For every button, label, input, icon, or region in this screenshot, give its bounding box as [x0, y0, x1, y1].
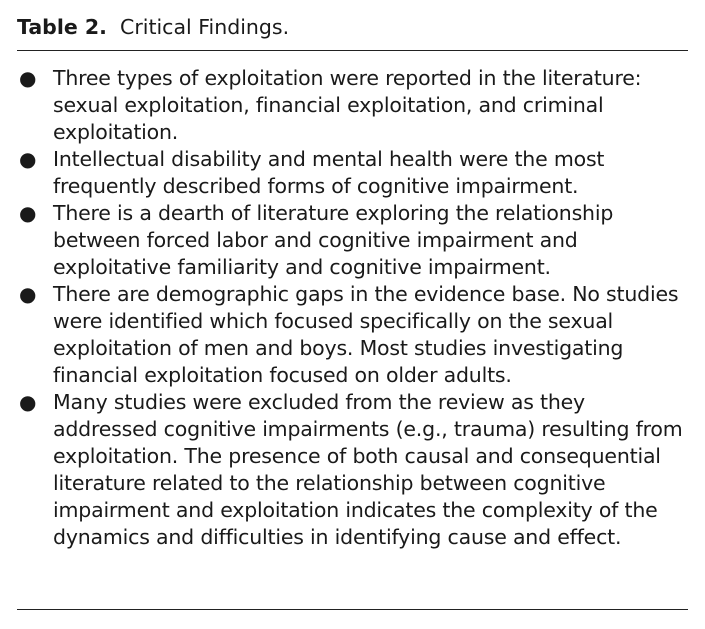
bullet-icon: ●	[19, 66, 37, 90]
finding-line: financial exploitation focused on older adults.	[53, 363, 512, 387]
finding-line: exploitation of men and boys. Most studies investigating	[53, 336, 624, 360]
finding-item	[0, 200, 705, 281]
finding-line: exploitation.	[53, 120, 179, 144]
finding-line: frequently described forms of cognitive impairment.	[53, 174, 579, 198]
table-label: Table 2.	[17, 15, 107, 39]
finding-line: between forced labor and cognitive impairment and	[53, 228, 578, 252]
finding-line: There are demographic gaps in the evidence base. No studies	[53, 282, 679, 306]
bullet-icon: ●	[19, 282, 37, 306]
finding-line: There is a dearth of literature exploring the relationship	[53, 201, 614, 225]
finding-line: literature related to the relationship between cognitive	[53, 471, 606, 495]
bullet-icon: ●	[19, 390, 37, 414]
finding-line: addressed cognitive impairments (e.g., trauma) resulting from	[53, 417, 683, 441]
finding-item	[0, 389, 705, 551]
finding-item	[0, 281, 705, 389]
bullet-icon: ●	[19, 147, 37, 171]
finding-line: exploitative familiarity and cognitive impairment.	[53, 255, 551, 279]
finding-line: sexual exploitation, financial exploitation, and criminal	[53, 93, 604, 117]
finding-item	[0, 146, 705, 200]
bottom-rule	[17, 609, 688, 610]
finding-item	[0, 65, 705, 146]
finding-line: were identified which focused specifically on the sexual	[53, 309, 614, 333]
finding-line: exploitation. The presence of both causal and consequential	[53, 444, 661, 468]
finding-line: dynamics and difficulties in identifying cause and effect.	[53, 525, 622, 549]
top-rule	[17, 50, 688, 51]
finding-line: Intellectual disability and mental health were the most	[53, 147, 605, 171]
findings-list	[0, 65, 705, 551]
bullet-icon: ●	[19, 201, 37, 225]
finding-line: Three types of exploitation were reported in the literature:	[53, 66, 642, 90]
finding-line: Many studies were excluded from the review as they	[53, 390, 585, 414]
table-caption	[17, 13, 289, 41]
table-title: Critical Findings.	[120, 15, 290, 39]
finding-line: impairment and exploitation indicates the complexity of the	[53, 498, 658, 522]
